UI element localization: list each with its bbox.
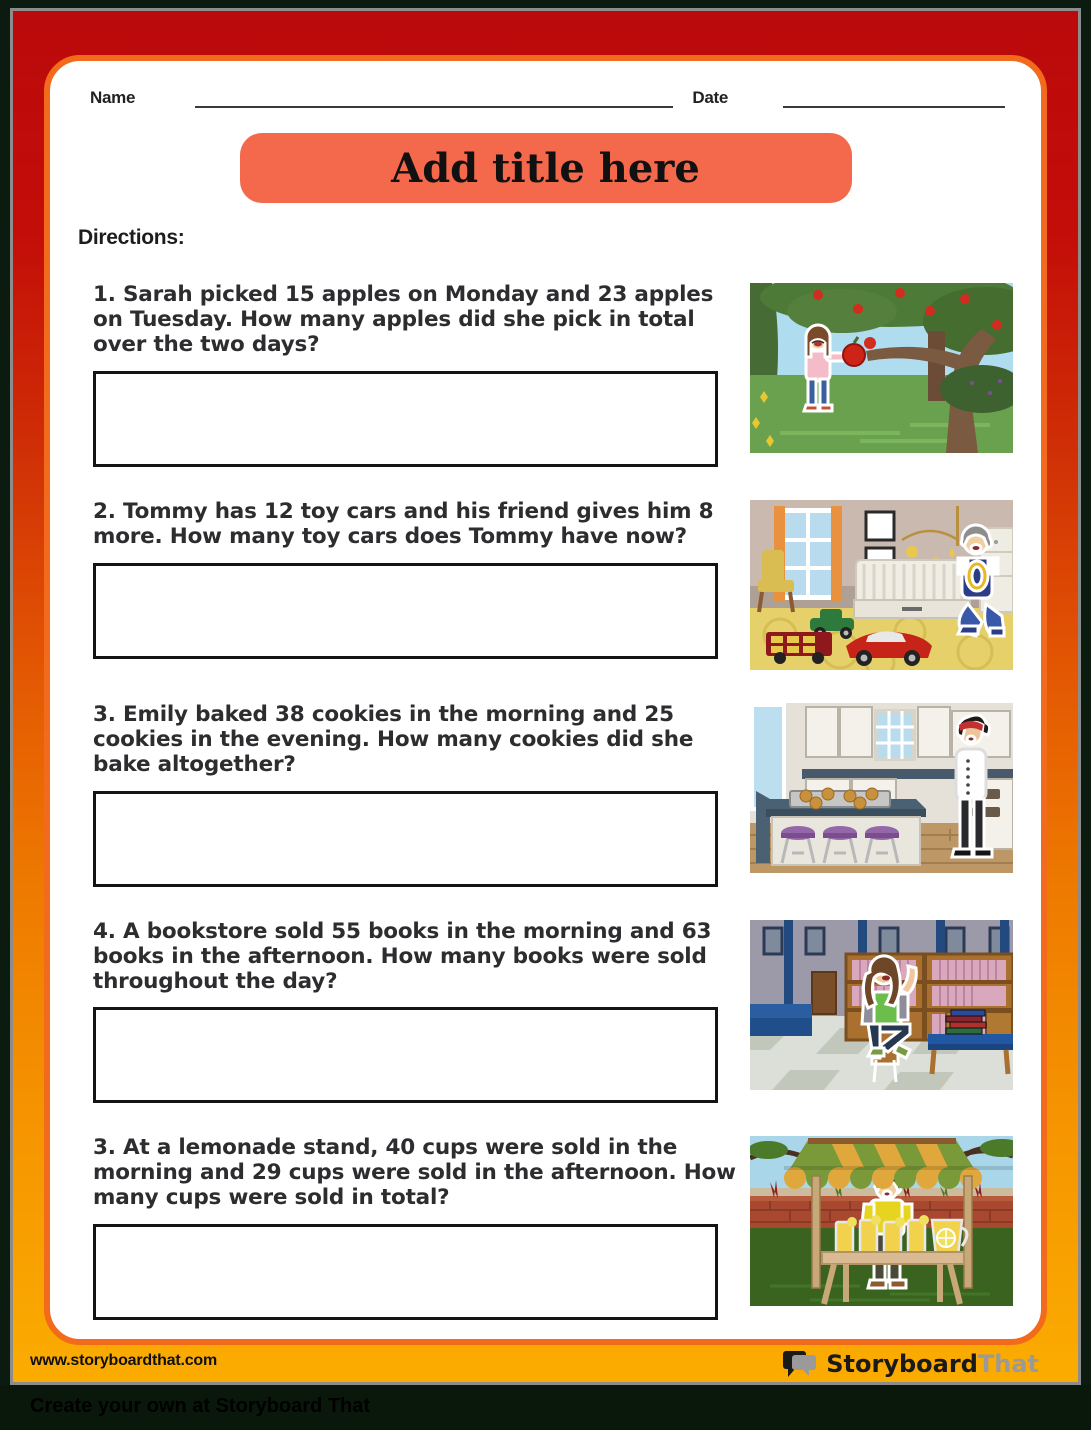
directions-label: Directions: [78,226,185,249]
page-title: Add title here [391,144,700,192]
kitchen-illustration [750,703,1013,873]
problem-3-text: 3. Emily baked 38 cookies in the morning and 25 cookies in the evening. How many cookies did she bake altogether? [93,701,694,777]
problem-5-answer-box[interactable] [93,1224,718,1320]
name-label: Name [90,88,136,107]
title-banner[interactable] [240,133,852,203]
name-date-header [90,86,1005,108]
illustration-toy-room [750,500,1013,670]
storyboardthat-logo [781,1347,1039,1381]
lemonade-stand-illustration [750,1136,1013,1306]
logo-text-primary: Storyboard [826,1350,978,1378]
name-input-line[interactable] [195,86,673,108]
problem-4-answer-box[interactable] [93,1007,718,1103]
problem-2-text: 2. Tommy has 12 toy cars and his friend gives him 8 more. How many toy cars does Tommy have now? [93,498,714,549]
problem-3-answer-box[interactable] [93,791,718,887]
bottom-bar-text: Create your own at Storyboard That [30,1395,371,1417]
bottom-bar [0,1385,1091,1430]
toy-room-illustration [750,500,1013,670]
library-illustration [750,920,1013,1090]
illustration-kitchen [750,703,1013,873]
problem-row-1 [93,283,1013,467]
date-input-line[interactable] [783,86,1005,108]
problem-5-text: 3. At a lemonade stand, 40 cups were sold in the morning and 29 cups were sold in the afternoon. How many cups were sold in total? [93,1135,736,1211]
problem-1-answer-box[interactable] [93,371,718,467]
speech-bubbles-icon [781,1347,819,1381]
illustration-apple-orchard [750,283,1013,453]
illustration-library [750,920,1013,1090]
problem-1-text: 1. Sarah picked 15 apples on Monday and 23 apples on Tuesday. How many apples did she pick in total over the two days? [93,282,714,357]
problem-row-2 [93,500,1013,670]
problem-list [93,283,1013,1320]
problem-row-5 [93,1136,1013,1320]
apple-orchard-illustration [750,283,1013,453]
illustration-lemonade-stand [750,1136,1013,1306]
problem-2-answer-box[interactable] [93,563,718,659]
website-url: www.storyboardthat.com [30,1352,218,1369]
problem-4-text: 4. A bookstore sold 55 books in the morning and 63 books in the afternoon. How many books were sold throughout the day? [93,918,712,994]
date-label: Date [692,88,728,107]
problem-row-4 [93,920,1013,1104]
logo-text-secondary: That [977,1350,1039,1378]
problem-row-3 [93,703,1013,887]
worksheet-page [44,55,1047,1345]
